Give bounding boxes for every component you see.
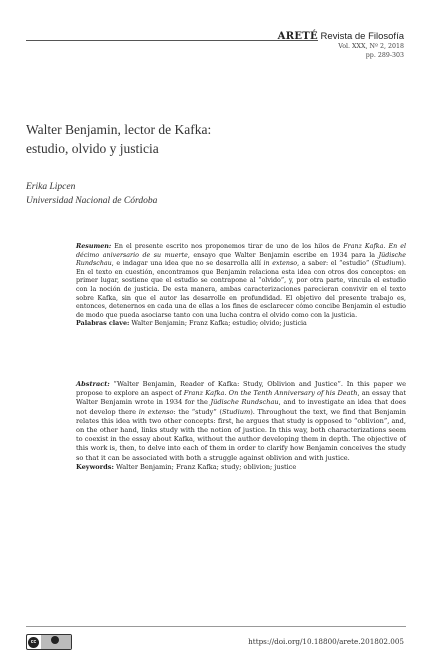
abstract-italic: Franz Kafka. On the Tenth Anniversary of his Death — [183, 389, 358, 398]
abstract-label: Abstract: — [76, 380, 110, 388]
abstract-paragraph — [76, 380, 406, 463]
resumen-text: , e indagar una idea que no se desarrolla allí — [111, 260, 264, 268]
abstract-keywords — [76, 463, 406, 472]
keywords-es: Walter Benjamin; Franz Kafka; estudio; olvido; justicia — [129, 320, 307, 328]
abstract-italic: Jüdische Rundschau — [210, 398, 279, 407]
abstract-block — [76, 380, 406, 472]
abstract-text: ). Throughout the text, we find that Benjamin relates this idea with two other concepts: first, he argues that study is opposed to “oblivion”, and, on the other hand, links study with the notion of justice. In this way, both characterizations seem to coexist in the essay about Kafka, without the author developing them in depth. The objective of this work is, then, to delve into each of them in order to clarify how Benjamin conceives the study so that it can be associated with both a struggle against oblivion and with justice. — [76, 407, 406, 462]
resumen-text: , a saber: el “estudio” ( — [297, 260, 375, 268]
resumen-text: , ensayo que Walter Benjamin escribe en 1934 para la — [187, 251, 379, 259]
abstract-text: , an essay that Walter Benjamin wrote in 1934 for the — [76, 389, 406, 407]
article-title — [26, 120, 406, 158]
cc-by-license-icon[interactable] — [26, 634, 72, 650]
resumen-text: En el presente escrito nos proponemos tirar de uno de los hilos de — [111, 243, 344, 250]
resumen-text: ). En el texto en cuestión, encontramos que Benjamin relaciona esta idea con otros dos conceptos: en primer lugar, sostiene que el estudio se contrapone al “olvido”, y, por otra parte, vincula el estudio con la noción de justicia. De esta manera, ambas caracterizaciones parecieran convivir en el texto sobre Kafka, sin que el autor las desarrolle en profundidad. El objetivo del presente trabajo es, entonces, detenernos en cada una de ellas a los fines de esclarecer cómo concibe Benjamin el estudio de modo que pueda asociarse tanto con una lucha contra el olvido como con la justicia. — [76, 260, 406, 319]
by-attribution-icon — [41, 635, 71, 649]
abstract-italic: Studium — [221, 407, 251, 416]
journal-header — [278, 31, 404, 60]
resumen-italic: Franz Kafka. En el décimo aniversario de su muerte — [76, 243, 406, 259]
journal-name-rest: Revista de Filosofía — [317, 31, 404, 42]
abstract-italic: in extenso — [138, 407, 174, 416]
title-line-2: estudio, olvido y justicia — [26, 141, 159, 156]
journal-name-bold: ARETÉ — [277, 31, 318, 42]
author-affiliation: Universidad Nacional de Córdoba — [26, 196, 158, 206]
header-rule — [26, 40, 318, 41]
resumen-paragraph — [76, 243, 406, 320]
journal-volume: Vol. XXX, Nº 2, 2018 — [338, 43, 404, 50]
resumen-block — [76, 243, 406, 329]
abstract-text: , and to investigate an idea that does not develop there — [76, 398, 406, 416]
resumen-label: Resumen: — [76, 243, 112, 250]
title-line-1: Walter Benjamin, lector de Kafka: — [26, 122, 212, 137]
resumen-keywords — [76, 320, 406, 329]
resumen-italic: in extenso — [263, 260, 298, 268]
author-name: Erika Lipcen — [26, 182, 76, 192]
keywords-label-en: Keywords: — [76, 462, 114, 471]
abstract-text: : the “study” ( — [173, 407, 222, 416]
doi-link[interactable]: https://doi.org/10.18800/arete.201802.005 — [248, 637, 404, 646]
journal-pages: pp. 289-303 — [365, 52, 404, 59]
resumen-italic: Studium — [374, 260, 402, 268]
journal-name — [278, 31, 404, 42]
author-block — [26, 180, 157, 208]
cc-circle-icon: cc — [28, 637, 39, 648]
resumen-italic: Jüdische Rundschau — [76, 251, 406, 268]
keywords-label-es: Palabras clave: — [76, 320, 130, 328]
keywords-en: Walter Benjamin; Franz Kafka; study; oblivion; justice — [113, 462, 297, 471]
footer-rule — [26, 626, 406, 627]
abstract-text: “Walter Benjamin, Reader of Kafka: Study, Oblivion and Justice”. In this paper we propose to explore an aspect of — [76, 380, 406, 398]
